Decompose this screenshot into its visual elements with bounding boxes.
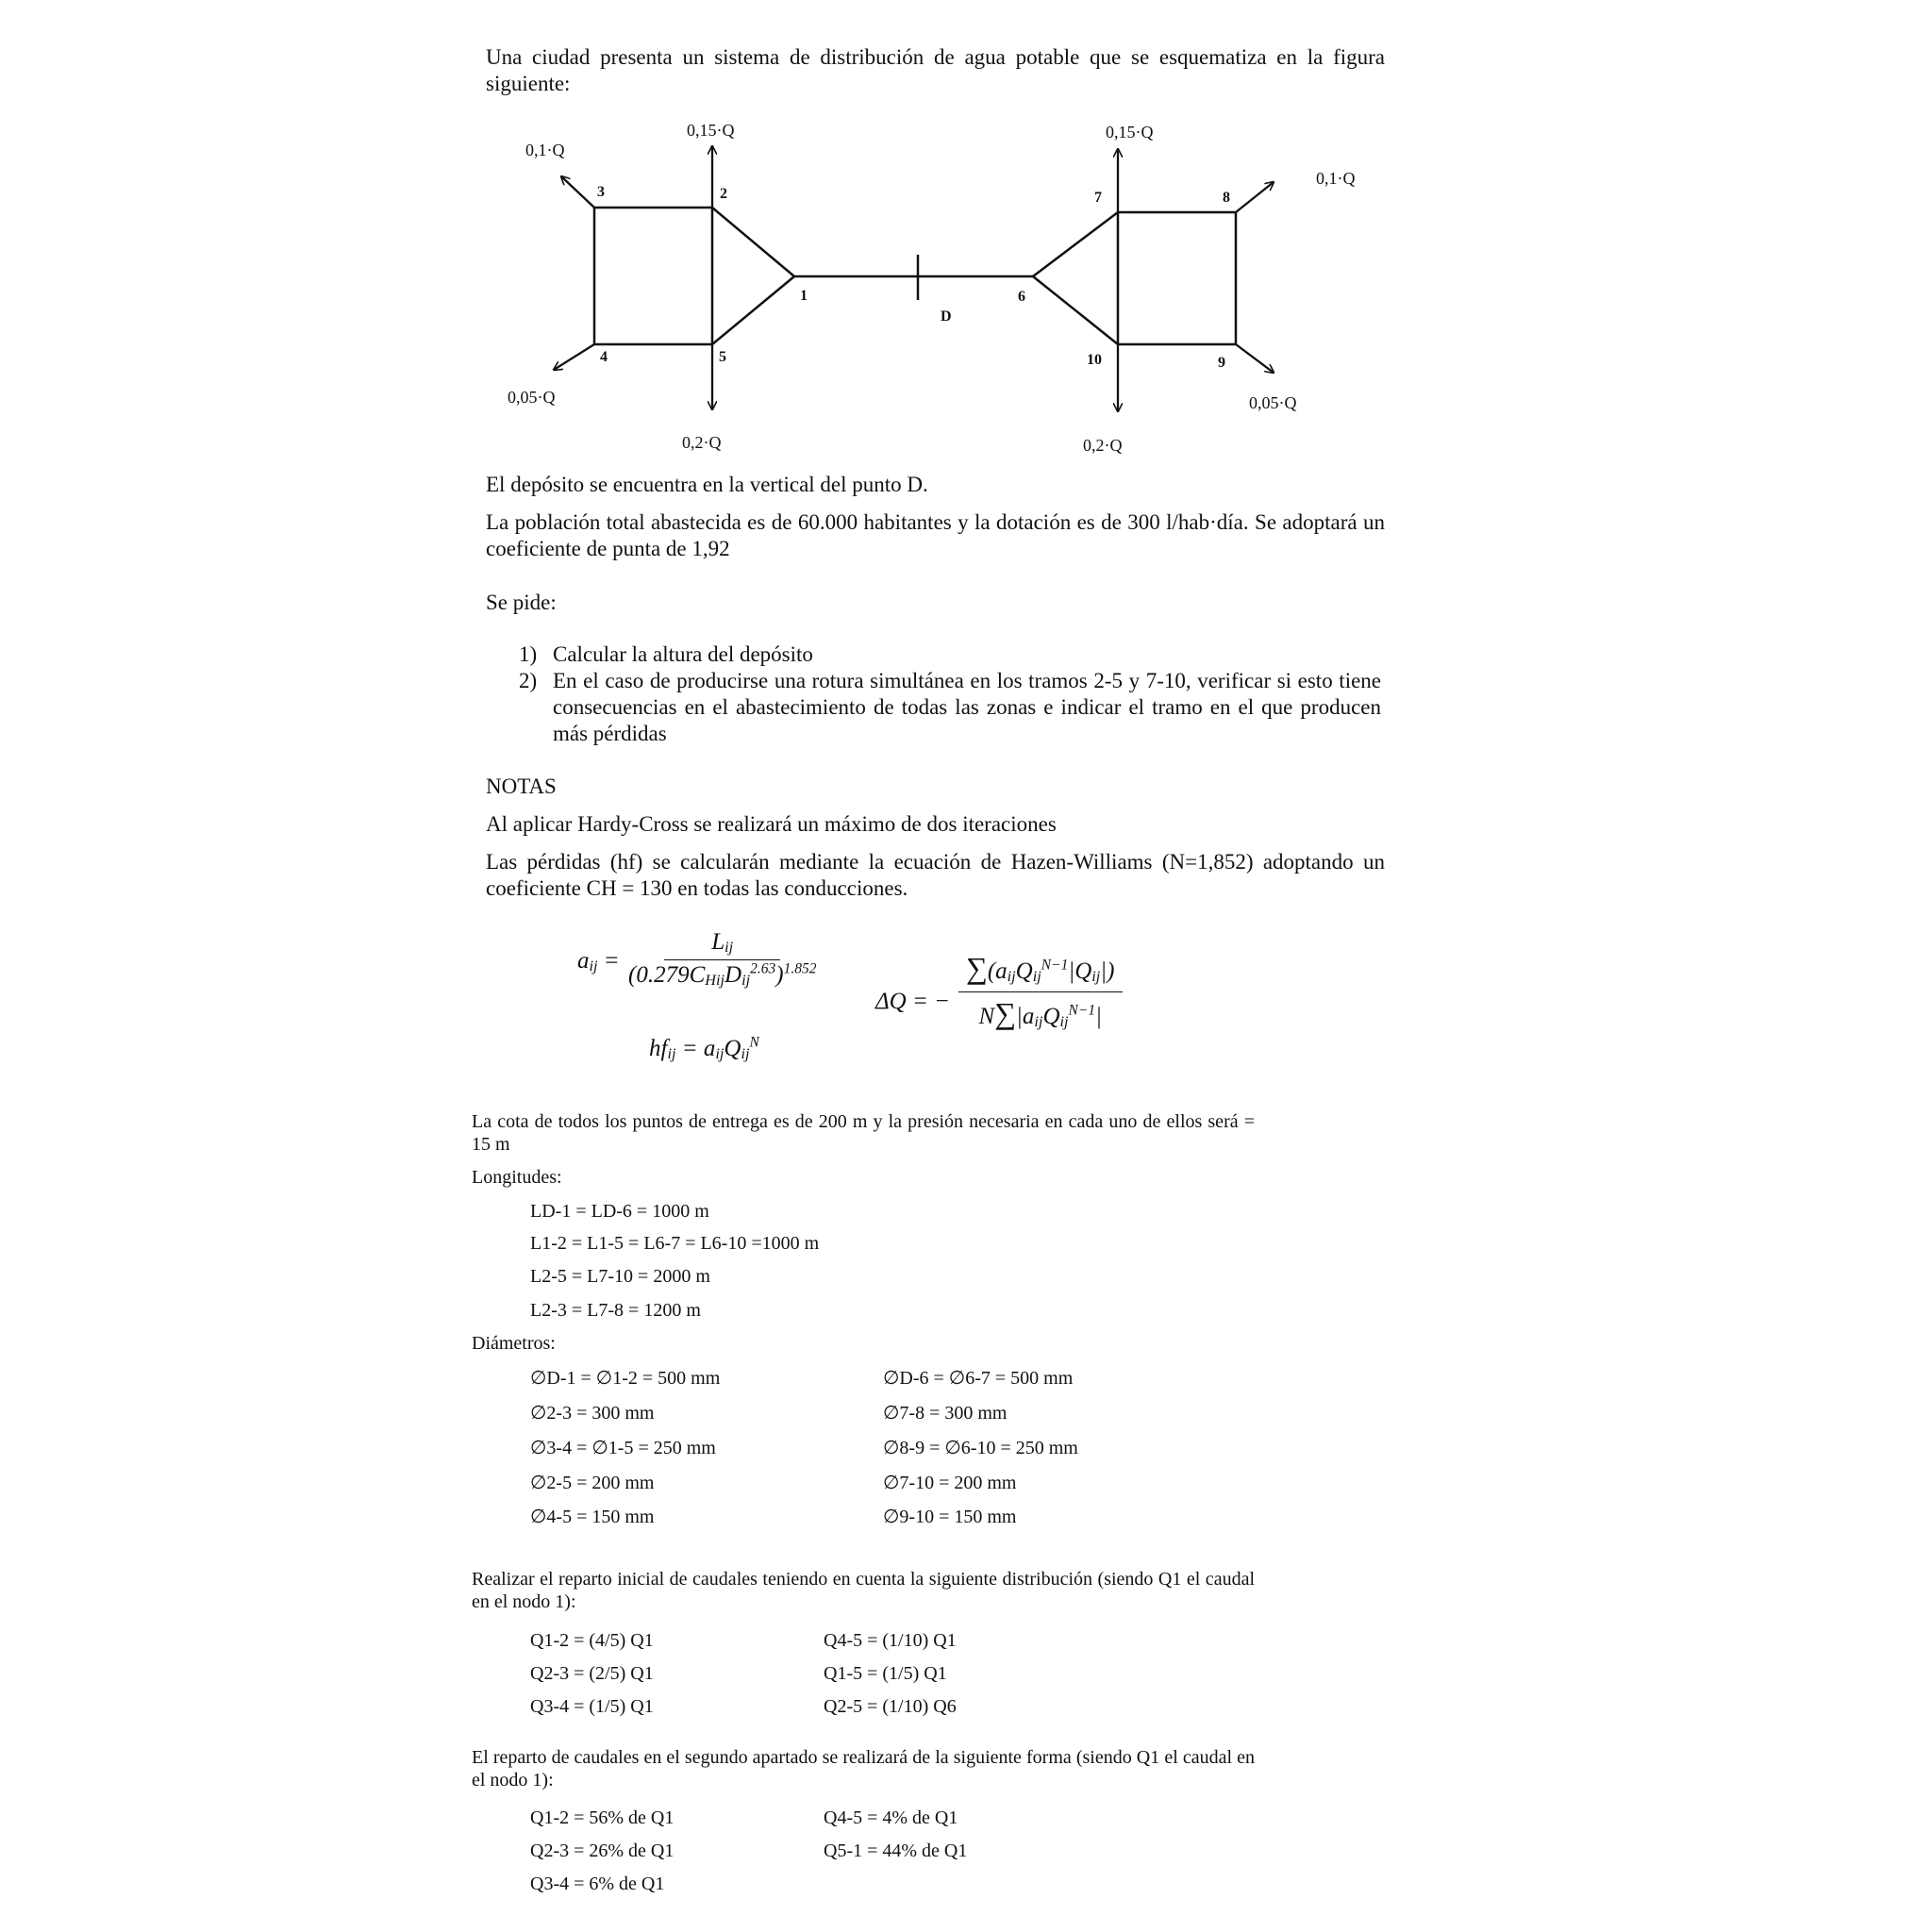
reparto1-right-row: Q2-5 = (1/10) Q6 [824,1696,957,1717]
longitud-row: L2-5 = L7-10 = 2000 m [530,1266,710,1287]
reparto2-right-row: Q5-1 = 44% de Q1 [824,1840,968,1861]
diametro-left-row: ∅2-3 = 300 mm [530,1403,655,1424]
node-7-label: 7 [1094,190,1102,206]
diametro-right-row: ∅9-10 = 150 mm [883,1507,1017,1527]
intro-paragraph: Una ciudad presenta un sistema de distribución de agua potable que se esquematiza en la figura siguiente: [486,45,1385,95]
formula-a-ij: $a_{ij}$ = $L_{ij}$ $(0.279C_{Hij}D_{ij}^{2.63})^{1.852}$ [577,929,817,989]
diametro-left-row: ∅D-1 = ∅1-2 = 500 mm [530,1368,721,1389]
reparto1-right-row: Q1-5 = (1/5) Q1 [824,1663,947,1684]
node-9-label: 9 [1218,355,1225,371]
node-1-label: 1 [800,288,808,304]
task-1: 1) Calcular la altura del depósito [519,642,813,666]
reparto1-left-row: Q3-4 = (1/5) Q1 [530,1696,654,1717]
node-D-label: D [941,308,952,325]
pipe-1-5 [712,276,794,344]
demand-label-2: 0,15·Q [687,121,735,140]
reparto1-left-row: Q2-3 = (2/5) Q1 [530,1663,654,1684]
diametro-right-row: ∅8-9 = ∅6-10 = 250 mm [883,1438,1078,1458]
diametro-right-row: ∅7-10 = 200 mm [883,1473,1017,1493]
longitud-row: L1-2 = L1-5 = L6-7 = L6-10 =1000 m [530,1233,820,1254]
demand-label-4: 0,05·Q [508,388,556,407]
diametro-right-row: ∅7-8 = 300 mm [883,1403,1008,1424]
longitudes-heading: Longitudes: [472,1167,562,1188]
demand-label-5: 0,2·Q [682,433,722,452]
diametros-heading: Diámetros: [472,1333,556,1354]
diametro-right-row: ∅D-6 = ∅6-7 = 500 mm [883,1368,1074,1389]
reparto2-left-row: Q1-2 = 56% de Q1 [530,1807,675,1828]
node-8-label: 8 [1223,190,1230,206]
demand-label-9: 0,05·Q [1249,393,1297,412]
network-diagram [0,0,1932,472]
arrow-4 [554,344,594,370]
reparto-inicial-text: Realizar el reparto inicial de caudales teniendo en cuenta la siguiente distribución (siendo Q1 el caudal en el nodo 1): [472,1569,1255,1612]
formula-delta-q: ΔQ = − $\sum(a_{ij}Q_{ij}^{N-1}|Q_{ij}|)$ $N\sum|a_{ij}Q_{ij}^{N-1}|$ [875,951,1111,1064]
formula-hf: $hf_{ij} = a_{ij}Q_{ij}^N$ [649,1034,759,1062]
arrow-3 [561,176,594,208]
reparto2-left-row: Q2-3 = 26% de Q1 [530,1840,675,1861]
pipe-6-10 [1033,276,1118,344]
reparto2-left-row: Q3-4 = 6% de Q1 [530,1874,665,1894]
node-3-label: 3 [597,184,605,200]
pipe-1-2 [712,208,794,276]
node-10-label: 10 [1087,352,1102,368]
node-5-label: 5 [719,349,726,365]
demand-label-8: 0,1·Q [1316,169,1356,188]
demand-label-3: 0,1·Q [525,141,565,159]
reparto1-left-row: Q1-2 = (4/5) Q1 [530,1630,654,1651]
diametro-left-row: ∅4-5 = 150 mm [530,1507,655,1527]
longitud-row: L2-3 = L7-8 = 1200 m [530,1300,701,1321]
nota-hardy-cross: Al aplicar Hardy-Cross se realizará un máximo de dos iteraciones [486,812,1057,836]
notas-heading: NOTAS [486,774,557,798]
population-text: La población total abastecida es de 60.000 habitantes y la dotación es de 300 l/hab·día. Se adoptará un coeficiente de punta de 1,92 [486,510,1385,560]
diametro-left-row: ∅2-5 = 200 mm [530,1473,655,1493]
node-2-label: 2 [720,186,727,202]
arrow-9 [1236,344,1274,373]
arrow-8 [1236,182,1274,212]
se-pide-heading: Se pide: [486,591,557,614]
deposit-text: El depósito se encuentra en la vertical del punto D. [486,473,928,496]
demand-label-10: 0,2·Q [1083,436,1123,455]
reparto1-right-row: Q4-5 = (1/10) Q1 [824,1630,957,1651]
longitud-row: LD-1 = LD-6 = 1000 m [530,1201,709,1222]
node-6-label: 6 [1018,289,1025,305]
reparto2-right-row: Q4-5 = 4% de Q1 [824,1807,958,1828]
pipe-6-7 [1033,212,1118,276]
diametro-left-row: ∅3-4 = ∅1-5 = 250 mm [530,1438,716,1458]
node-4-label: 4 [600,349,608,365]
nota-hazen-williams: Las pérdidas (hf) se calcularán mediante la ecuación de Hazen-Williams (N=1,852) adoptando un coeficiente CH = 130 en todas las conducciones. [486,850,1385,900]
reparto-segundo-text: El reparto de caudales en el segundo apartado se realizará de la siguiente forma (siendo Q1 el caudal en el nodo 1): [472,1747,1255,1790]
cota-text: La cota de todos los puntos de entrega es de 200 m y la presión necesaria en cada uno de ellos será = 15 m [472,1111,1255,1155]
demand-label-7: 0,15·Q [1106,123,1154,142]
task-2: 2) En el caso de producirse una rotura simultánea en los tramos 2-5 y 7-10, verificar si esto tiene consecuencias en el abastecimiento de todas las zonas e indicar el tramo en el que producen más pérdidas [519,669,1381,745]
